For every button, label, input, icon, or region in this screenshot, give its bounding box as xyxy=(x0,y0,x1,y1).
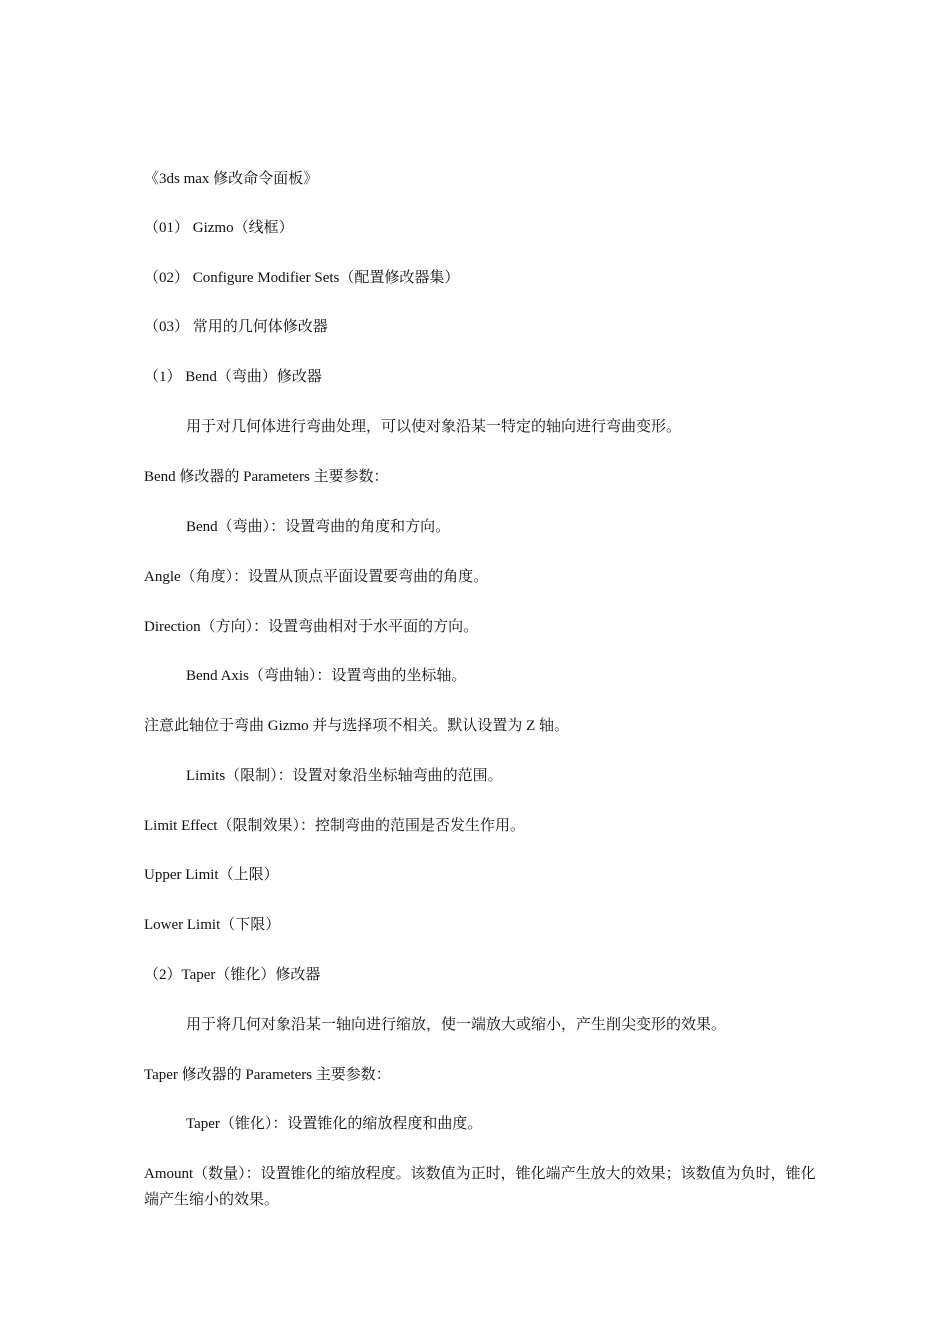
taper-description: 用于将几何对象沿某一轴向进行缩放，使一端放大或缩小，产生削尖变形的效果。 xyxy=(186,1017,727,1033)
section-03-common-geometry-modifiers: （03） 常用的几何体修改器 xyxy=(144,319,328,335)
bend-parameter-limits: Limits（限制）：设置对象沿坐标轴弯曲的范围。 xyxy=(186,768,503,784)
bend-parameter-bend-axis: Bend Axis（弯曲轴）：设置弯曲的坐标轴。 xyxy=(186,668,467,684)
taper-parameters-heading: Taper 修改器的 Parameters 主要参数： xyxy=(144,1067,391,1083)
subsection-taper-modifier: （2）Taper（锥化）修改器 xyxy=(144,967,321,983)
section-01-gizmo: （01） Gizmo（线框） xyxy=(144,220,294,236)
bend-parameter-lower-limit: Lower Limit（下限） xyxy=(144,917,281,933)
taper-parameter-taper: Taper（锥化）：设置锥化的缩放程度和曲度。 xyxy=(186,1116,483,1132)
bend-parameter-angle: Angle（角度）：设置从顶点平面设置要弯曲的角度。 xyxy=(144,569,489,585)
bend-description: 用于对几何体进行弯曲处理，可以使对象沿某一特定的轴向进行弯曲变形。 xyxy=(186,419,682,435)
section-02-configure-modifier-sets: （02） Configure Modifier Sets（配置修改器集） xyxy=(144,270,460,286)
bend-axis-note: 注意此轴位于弯曲 Gizmo 并与选择项不相关。默认设置为 Z 轴。 xyxy=(144,718,569,734)
bend-parameters-heading: Bend 修改器的 Parameters 主要参数： xyxy=(144,469,389,485)
bend-parameter-direction: Direction（方向）：设置弯曲相对于水平面的方向。 xyxy=(144,619,479,635)
subsection-bend-modifier: （1） Bend（弯曲）修改器 xyxy=(144,369,322,385)
document-title: 《3ds max 修改命令面板》 xyxy=(144,171,319,187)
bend-parameter-limit-effect: Limit Effect（限制效果）：控制弯曲的范围是否发生作用。 xyxy=(144,818,525,834)
taper-parameter-amount: Amount（数量）：设置锥化的缩放程度。该数值为正时，锥化端产生放大的效果；该数值为负时，锥化端产生缩小的效果。 xyxy=(144,1166,816,1208)
bend-parameter-bend: Bend（弯曲）：设置弯曲的角度和方向。 xyxy=(186,519,451,535)
bend-parameter-upper-limit: Upper Limit（上限） xyxy=(144,867,279,883)
